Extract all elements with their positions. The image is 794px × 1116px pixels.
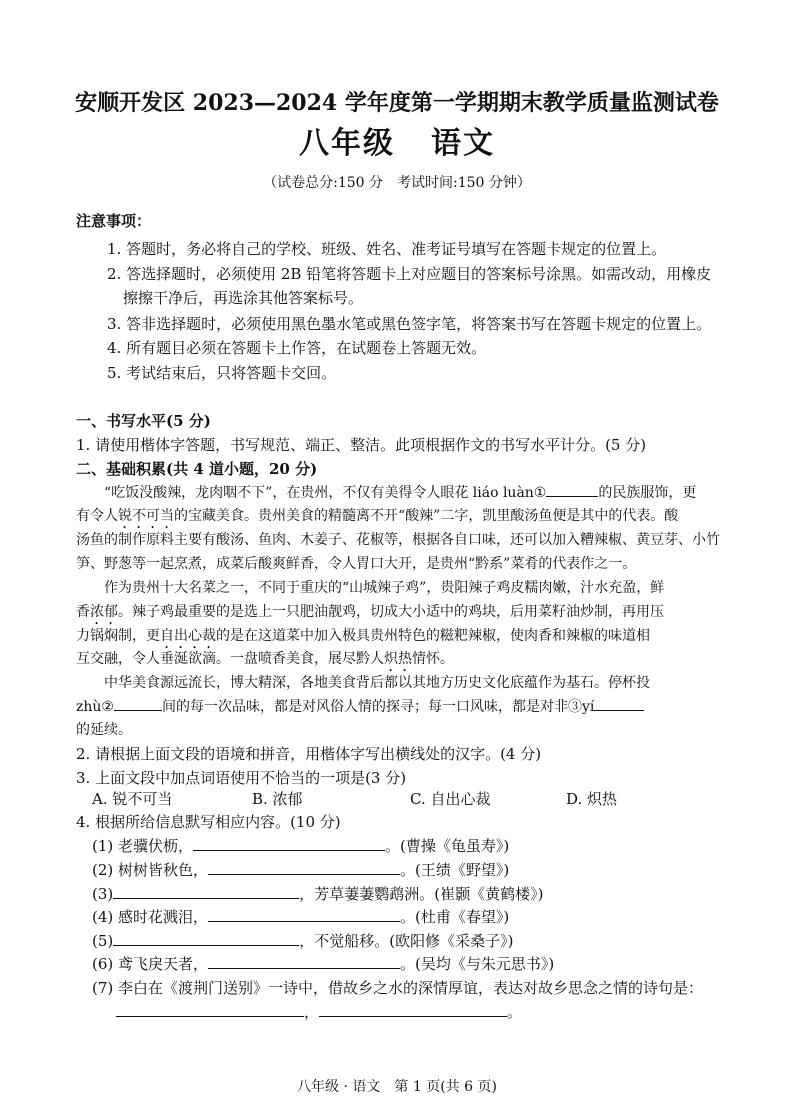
- recitation-item: (3) ，芳草萋萋鹦鹉洲。(崔颢《黄鹤楼》): [92, 885, 544, 903]
- dotted-word: 浓郁: [90, 604, 118, 620]
- notice-item: 3. 答非选择题时，必须使用黑色墨水笔或黑色签字笔，将答案书写在答题卡规定的位置上。: [107, 315, 712, 333]
- answer-blank: [208, 954, 400, 969]
- answer-blank-3: [594, 696, 644, 711]
- exam-info: （试卷总分:150 分 考试时间:150 分钟）: [263, 175, 531, 191]
- recitation-item: (1) 老骥伏枥， 。(曹操《龟虽寿》): [92, 837, 510, 855]
- passage-line: “吃饭没酸辣，龙肉咽不下”，在贵州，不仅有美得令人眼花 liáo luàn① 的民族服饰，更: [104, 482, 696, 504]
- section2-heading: 二、基础积累(共 4 道小题，20 分): [76, 460, 318, 478]
- recitation-answer-line: ， 。: [116, 1001, 522, 1023]
- option-a: A. 锐不可当: [92, 790, 173, 808]
- passage-line: 香浓郁。辣子鸡最重要的是选上一只肥油靓鸡，切成大小适中的鸡块，后用菜籽油炒制，再用压: [76, 604, 664, 620]
- answer-blank: [208, 907, 400, 922]
- notice-item: 擦擦干净后，再选涂其他答案标号。: [123, 289, 364, 307]
- notice-item: 2. 答选择题时，必须使用 2B 铅笔将答题卡上对应题目的答案标号涂黑。如需改动，用橡皮: [107, 265, 712, 283]
- recitation-item-7: (7) 李白在《渡荆门送别》一诗中，借故乡之水的深情厚谊，表达对故乡思念之情的诗句是：: [92, 979, 704, 997]
- recitation-item: (5) ，不觉船移。(欧阳修《采桑子》): [92, 932, 514, 950]
- answer-blank-2: [114, 696, 162, 711]
- question-1: 1. 请使用楷体字答题，书写规范、端正、整洁。此项根据作文的书写水平计分。(5 分): [76, 436, 647, 454]
- answer-blank: [113, 931, 299, 946]
- answer-blank: [319, 1002, 507, 1017]
- exam-title: 安顺开发区 2023—2024 学年度第一学期期末教学质量监测试卷: [75, 90, 719, 116]
- passage-line: 互交融，令人垂涎欲滴。一盘喷香美食，展尽黔人炽热情怀。: [76, 651, 454, 667]
- passage-line: 有令人锐不可当的宝藏美食。贵州美食的精髓离不开“酸辣”二字，凯里酸汤鱼便是其中的代表。酸: [76, 508, 679, 524]
- recitation-item: (2) 树树皆秋色， 。(王绩《野望》): [92, 861, 510, 879]
- answer-blank: [113, 884, 299, 899]
- question-3: 3. 上面文段中加点词语使用不恰当的一项是(3 分): [76, 769, 407, 787]
- option-b: B. 浓郁: [252, 790, 303, 808]
- grade-subject: [0, 118, 794, 162]
- dotted-word: 自出心裁: [160, 628, 216, 644]
- section1-heading: 一、书写水平(5 分): [76, 412, 211, 430]
- grade-label: 八年级: [299, 126, 395, 161]
- answer-blank: [193, 836, 385, 851]
- passage-line: 中华美食源远流长，博大精深，各地美食背后都以其地方历史文化底蕴作为基石。停杯投: [104, 675, 650, 691]
- dotted-word: 炽热: [384, 651, 412, 667]
- answer-blank: [208, 860, 400, 875]
- passage-line: 作为贵州十大名菜之一，不同于重庆的“山城辣子鸡”，贵阳辣子鸡皮糯肉嫩，汁水充盈，鲜: [104, 580, 665, 596]
- option-c: C. 自出心裁: [410, 790, 491, 808]
- subject-label: 语文: [431, 126, 495, 161]
- recitation-item: (6) 鸢飞戾天者， 。(吴均《与朱元思书》): [92, 955, 555, 973]
- passage-line: 汤鱼的制作原料主要有酸汤、鱼肉、木姜子、花椒等，根据各自口味，还可以加入糟辣椒、黄豆芽、小竹: [76, 532, 720, 548]
- notice-heading: 注意事项：: [76, 212, 152, 230]
- notice-item: 1. 答题时，务必将自己的学校、班级、姓名、准考证号填写在答题卡规定的位置上。: [107, 240, 667, 258]
- dotted-word: 锐不可当: [118, 508, 174, 524]
- passage-line: 的延续。: [76, 722, 132, 738]
- notice-item: 4. 所有题目必须在答题卡上作答，在试题卷上答题无效。: [107, 339, 487, 357]
- answer-blank-1: [546, 482, 598, 497]
- option-d: D. 炽热: [566, 790, 618, 808]
- passage-line: 笋、野葱等一起烹煮，成菜后酸爽鲜香，令人胃口大开，是贵州“黔系”菜肴的代表作之一。: [76, 556, 637, 572]
- question-2: 2. 请根据上面文段的语境和拼音，用楷体字写出横线处的汉字。(4 分): [76, 745, 542, 763]
- passage-line: zhù② 间的每一次品味，都是对风俗人情的探寻；每一口风味，都是对非③yí: [76, 696, 644, 718]
- question-4: 4. 根据所给信息默写相应内容。(10 分): [76, 813, 341, 831]
- answer-blank: [116, 1002, 304, 1017]
- notice-item: 5. 考试结束后，只将答题卡交回。: [107, 364, 337, 382]
- recitation-item: (4) 感时花溅泪， 。(杜甫《春望》): [92, 908, 510, 926]
- passage-line: 力锅焖制，更自出心裁的是在这道菜中加入极具贵州特色的糍粑辣椒，使肉香和辣椒的味道相: [76, 628, 650, 644]
- page-footer: 八年级 · 语文 第 1 页(共 6 页): [297, 1079, 497, 1095]
